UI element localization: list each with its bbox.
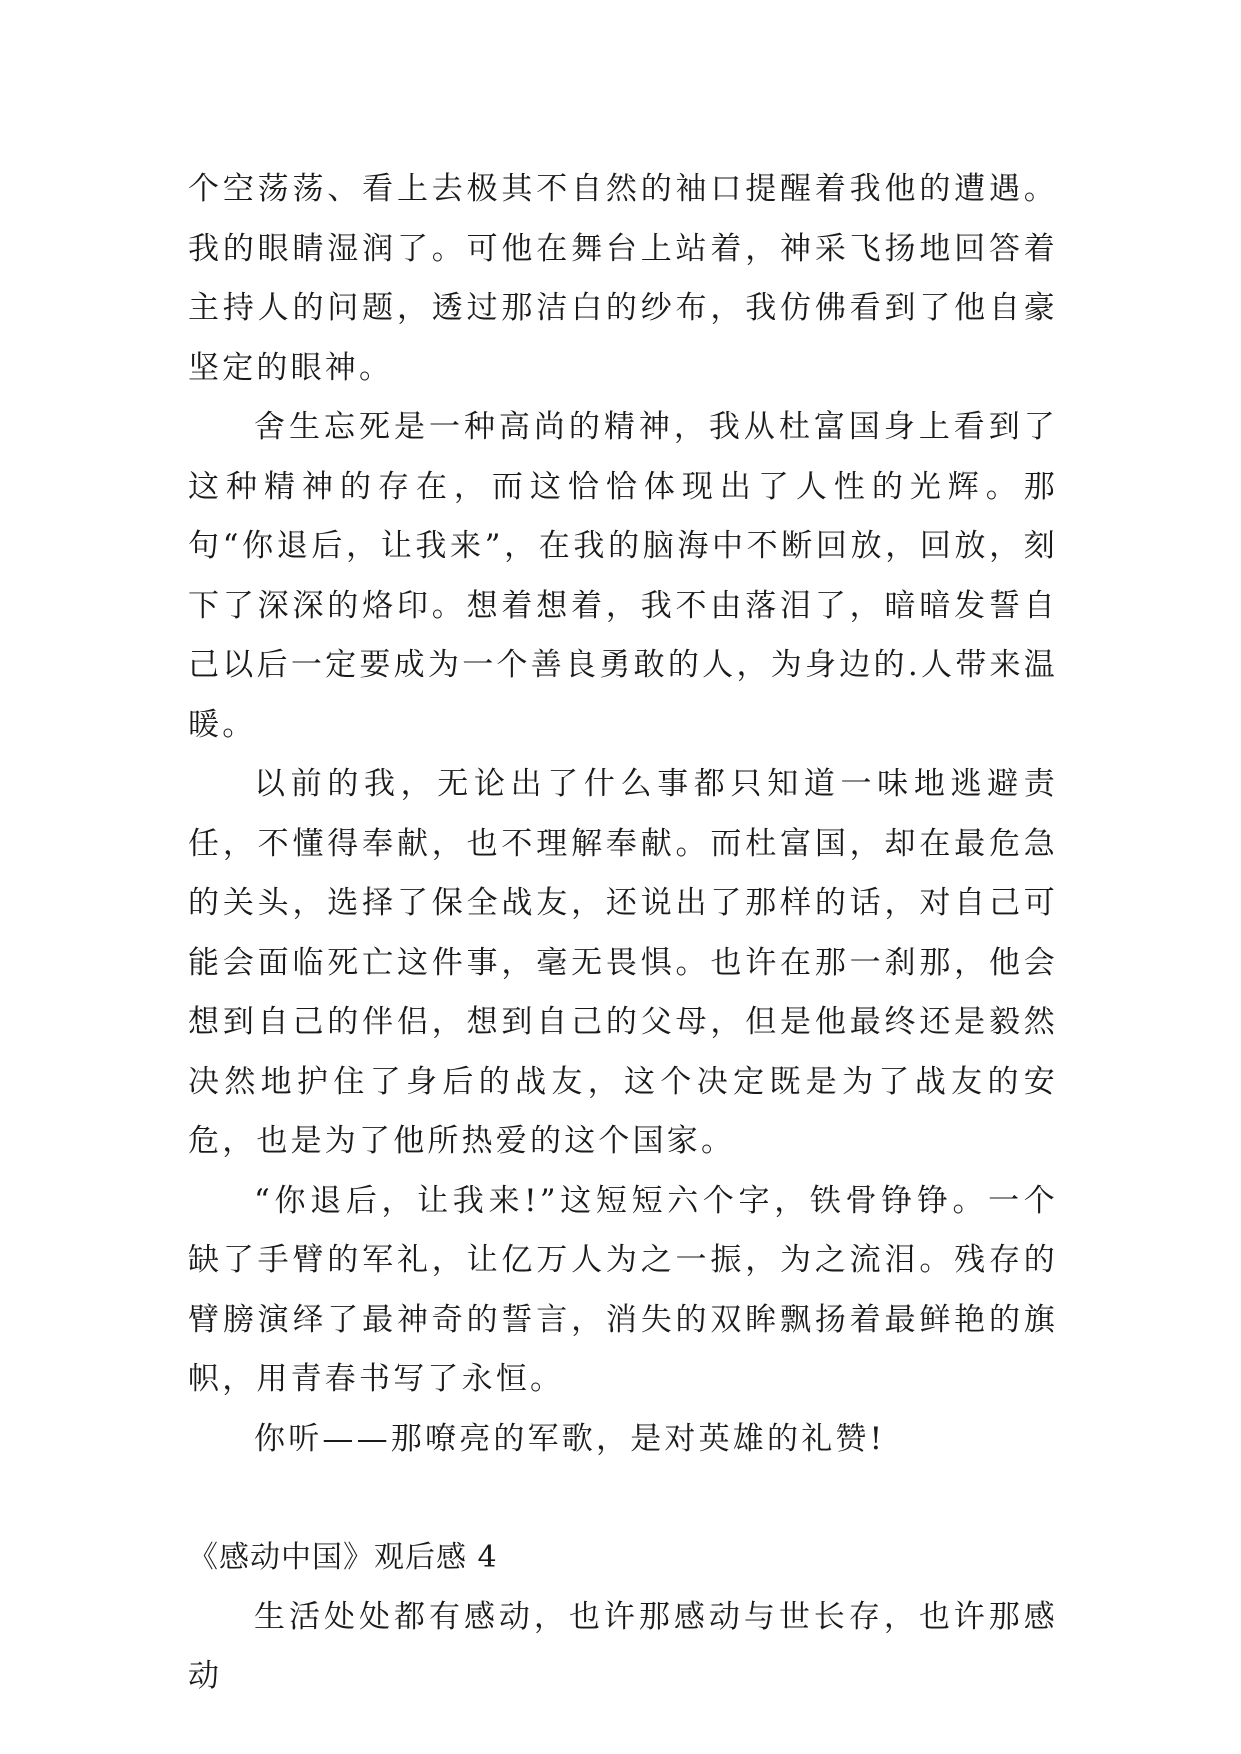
paragraph-final: 生活处处都有感动，也许那感动与世长存，也许那感动: [188, 1598, 1058, 1694]
paragraph-3: 以前的我，无论出了什么事都只知道一味地逃避责任，不懂得奉献，也不理解奉献。而杜富国，却在最危急的关头，选择了保全战友，还说出了那样的话，对自己可能会面临死亡这件事，毫无畏惧。也许在那一刹那，他会想到自己的伴侣，想到自己的父母，但是他最终还是毅然决然地护住了身后的战友，这个决定既是为了战友的安危，也是为了他所热爱的这个国家。: [188, 766, 1058, 1159]
section-heading: 《感动中国》观后感 4: [188, 1540, 498, 1575]
paragraph-5: 你听——那嘹亮的军歌，是对英雄的礼赞!: [254, 1420, 886, 1457]
paragraph-4: “你退后，让我来!”这短短六个字，铁骨铮铮。一个缺了手臂的军礼，让亿万人为之一振，为之流泪。残存的臂膀演绎了最神奇的誓言，消失的双眸飘扬着最鲜艳的旗帜，用青春书写了永恒。: [188, 1182, 1058, 1397]
document-body: [188, 160, 1058, 1707]
paragraph-2: 舍生忘死是一种高尚的精神，我从杜富国身上看到了这种精神的存在，而这恰恰体现出了人性的光辉。那句“你退后，让我来”，在我的脑海中不断回放，回放，刻下了深深的烙印。想着想着，我不由落泪了，暗暗发誓自己以后一定要成为一个善良勇敢的人，为身边的.人带来温暖。: [188, 409, 1058, 743]
section-spacer: [188, 1469, 1058, 1528]
paragraph-1: 个空荡荡、看上去极其不自然的袖口提醒着我他的遭遇。我的眼睛湿润了。可他在舞台上站着，神采飞扬地回答着主持人的问题，透过那洁白的纱布，我仿佛看到了他自豪坚定的眼神。: [188, 171, 1058, 386]
